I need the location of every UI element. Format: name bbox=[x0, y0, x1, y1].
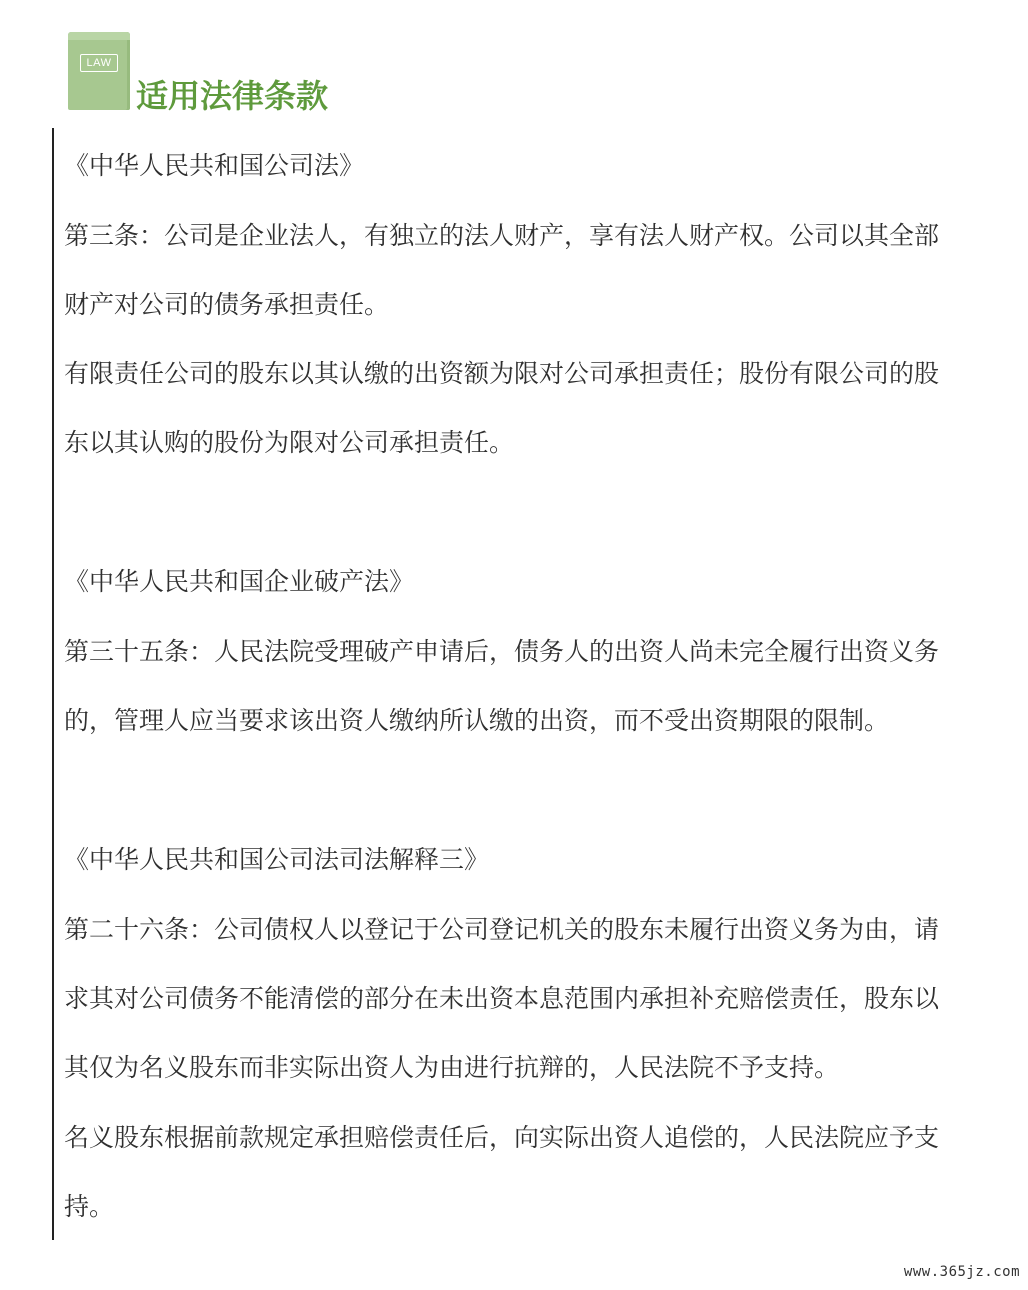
article-text: 求其对公司债务不能清偿的部分在未出资本息范围内承担补充赔偿责任，股东以 bbox=[64, 984, 940, 1013]
law-title-bankruptcy-law: 《中华人民共和国企业破产法》 bbox=[64, 567, 415, 596]
book-top-edge bbox=[68, 32, 130, 40]
article-text: 东以其认购的股份为限对公司承担责任。 bbox=[64, 428, 515, 457]
law-icon-label: LAW bbox=[80, 54, 118, 72]
site-watermark: www.365jz.com bbox=[903, 1264, 1020, 1280]
article-text: 其仅为名义股东而非实际出资人为由进行抗辩的，人民法院不予支持。 bbox=[64, 1053, 840, 1082]
article-text: 持。 bbox=[64, 1192, 115, 1221]
article-text: 名义股东根据前款规定承担赔偿责任后，向实际出资人追偿的，人民法院应予支 bbox=[64, 1123, 940, 1152]
article-text: 财产对公司的债务承担责任。 bbox=[64, 290, 390, 319]
law-title-company-law: 《中华人民共和国公司法》 bbox=[64, 151, 365, 180]
section-header bbox=[68, 32, 468, 122]
article-text: 第三十五条：人民法院受理破产申请后，债务人的出资人尚未完全履行出资义务 bbox=[64, 637, 940, 666]
article-text: 有限责任公司的股东以其认缴的出资额为限对公司承担责任；股份有限公司的股 bbox=[64, 359, 940, 388]
article-text: 的，管理人应当要求该出资人缴纳所认缴的出资，而不受出资期限的限制。 bbox=[64, 706, 890, 735]
law-articles-block bbox=[52, 128, 987, 1240]
article-text: 第二十六条：公司债权人以登记于公司登记机关的股东未履行出资义务为由，请 bbox=[64, 915, 940, 944]
law-title-judicial-interpretation: 《中华人民共和国公司法司法解释三》 bbox=[64, 845, 490, 874]
law-book-icon bbox=[68, 32, 130, 110]
article-text: 第三条：公司是企业法人，有独立的法人财产，享有法人财产权。公司以其全部 bbox=[64, 221, 940, 250]
section-title: 适用法律条款 bbox=[136, 77, 329, 115]
